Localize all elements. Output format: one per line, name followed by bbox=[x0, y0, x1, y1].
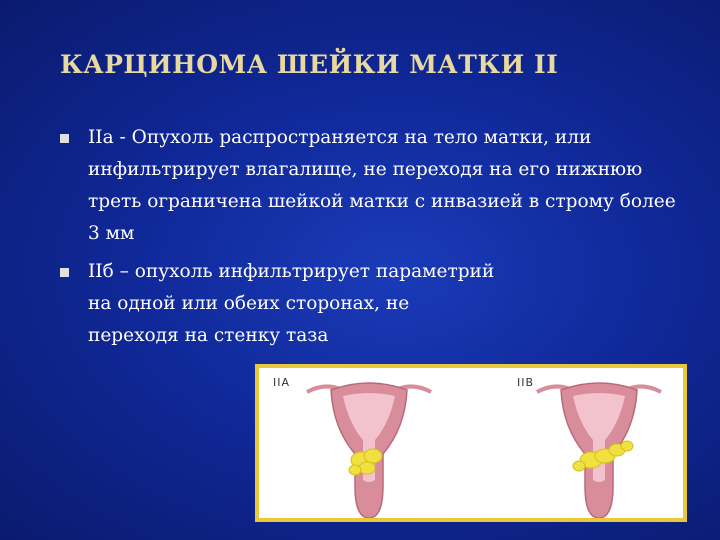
slide-title: КАРЦИНОМА ШЕЙКИ МАТКИ II bbox=[60, 50, 559, 79]
bullet-item-IIa bbox=[58, 122, 678, 250]
anatomy-figure bbox=[255, 364, 687, 522]
uterus-IIB bbox=[537, 383, 661, 518]
figure-label-IIB: IIB bbox=[517, 376, 535, 389]
bullet-text-IIb: IIб – опухоль инфильтрирует параметрий на одной или обеих сторонах, не переходя на стенку таза bbox=[88, 261, 495, 346]
uterus-IIA bbox=[307, 383, 431, 518]
bullet-text-IIa: IIа - Опухоль распространяется на тело матки, или инфильтрирует влагалище, не переходя на его нижнюю треть ограничена шейкой матки с инвазией в строму более 3 мм bbox=[88, 127, 676, 244]
figure-label-IIA: IIA bbox=[273, 376, 291, 389]
square-bullet-icon bbox=[60, 134, 69, 143]
bullet-item-IIb bbox=[58, 256, 678, 352]
uterus-illustrations bbox=[259, 368, 683, 518]
square-bullet-icon bbox=[60, 268, 69, 277]
bullet-list bbox=[58, 122, 678, 352]
